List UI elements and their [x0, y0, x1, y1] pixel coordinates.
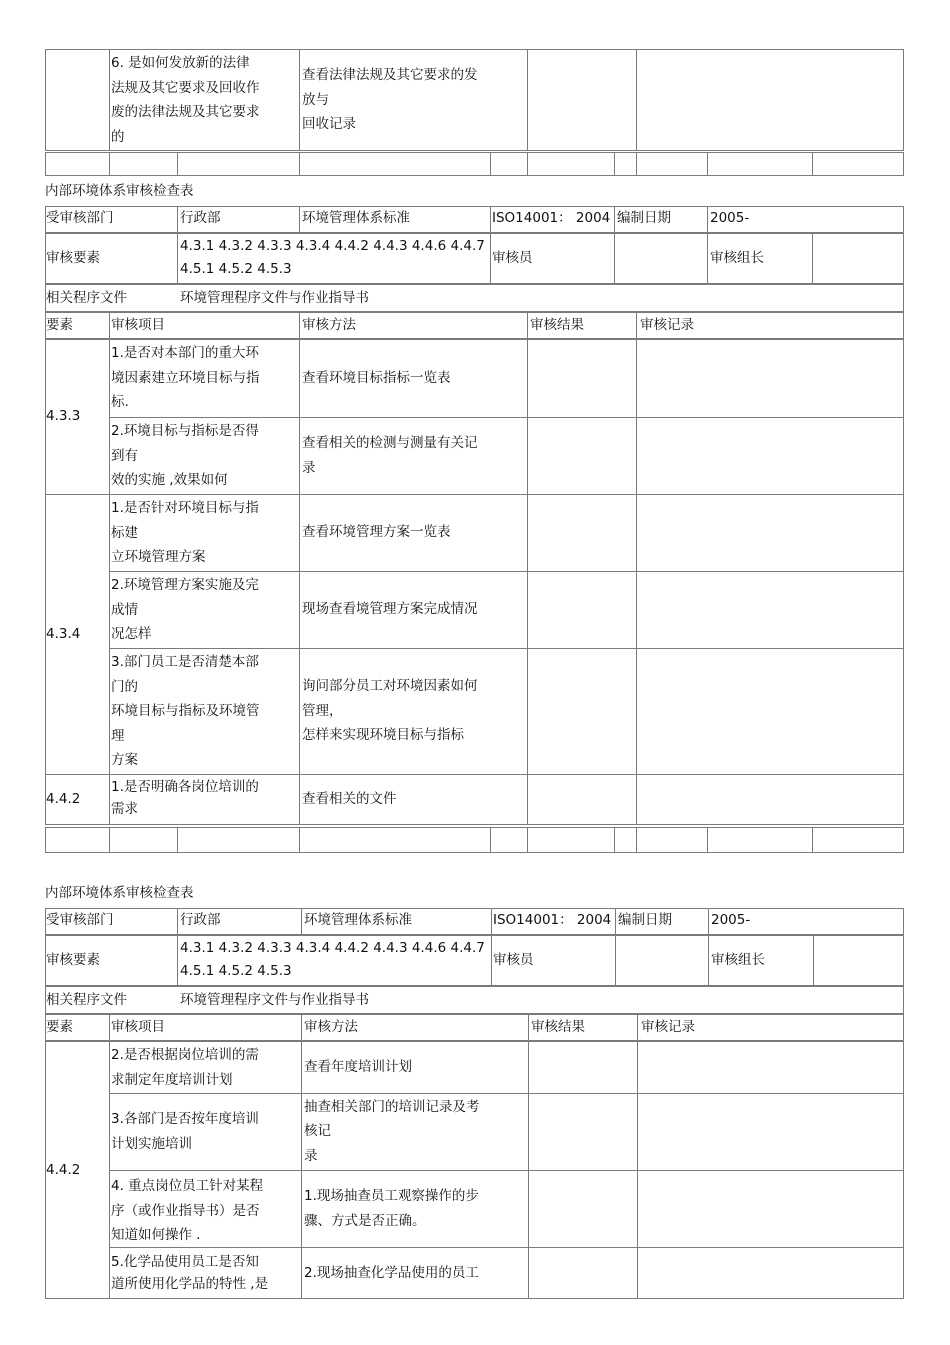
- elements-value: 4.3.1 4.3.2 4.3.3 4.3.4 4.4.2 4.4.3 4.4.6 4.4.7 4.5.1 4.5.2 4.5.3: [180, 238, 485, 277]
- audit-method: 查看相关的文件: [302, 791, 397, 808]
- section-caption: 内部环境体系审核检查表: [45, 885, 194, 901]
- top-fragment-item: 6. 是如何发放新的法律 法规及其它要求及回收作 废的法律法规及其它要求 的: [111, 55, 260, 145]
- dept-label: 受审核部门: [46, 210, 114, 226]
- audit-item: 4. 重点岗位员工针对某程 序（或作业指导书）是否 知道如何操作 .: [111, 1178, 264, 1243]
- date-label: 编制日期: [617, 210, 671, 226]
- dept-value: 行政部: [180, 210, 221, 226]
- audit-item: 2.是否根据岗位培训的需 求制定年度培训计划: [111, 1047, 259, 1088]
- col-method: 审核方法: [304, 1019, 358, 1035]
- audit-method: 查看环境目标指标一览表: [302, 369, 451, 386]
- audit-method: 1.现场抽查员工观察操作的步 骤、方式是否正确。: [304, 1188, 479, 1229]
- audit-item: 2.环境管理方案实施及完 成情 况怎样: [111, 577, 259, 642]
- std-label: 环境管理体系标准: [304, 912, 412, 928]
- header-row-dept: [45, 908, 904, 935]
- column-header-row: [45, 312, 904, 339]
- auditor-label: 审核员: [492, 250, 533, 266]
- spacer-row: [45, 827, 904, 853]
- element-cell: 4.3.3: [46, 408, 81, 425]
- col-item: 审核项目: [111, 1019, 165, 1035]
- elements-label: 审核要素: [46, 952, 100, 968]
- col-element: 要素: [46, 317, 73, 333]
- col-element: 要素: [46, 1019, 73, 1035]
- std-value: ISO14001： 2004: [493, 912, 612, 928]
- col-result: 审核结果: [531, 1019, 585, 1035]
- column-header-row: [45, 1014, 904, 1041]
- section-caption: 内部环境体系审核检查表: [45, 183, 194, 199]
- std-label: 环境管理体系标准: [302, 210, 410, 226]
- col-record: 审核记录: [640, 317, 694, 333]
- element-cell: 4.4.2: [46, 1161, 81, 1178]
- leader-label: 审核组长: [711, 952, 765, 968]
- audit-method: 查看环境管理方案一览表: [302, 524, 451, 541]
- header-row-dept: [45, 206, 904, 233]
- date-value: 2005-: [710, 210, 750, 226]
- elements-label: 审核要素: [46, 250, 100, 266]
- audit-method: 询问部分员工对环境因素如何 管理， 怎样来实现环境目标与指标: [302, 678, 478, 744]
- col-item: 审核项目: [111, 317, 165, 333]
- header-row-docs: [45, 284, 904, 312]
- spacer-row: [45, 152, 904, 176]
- audit-item: 5.化学品使用员工是否知 道所使用化学品的特性 ,是: [111, 1254, 269, 1292]
- header-row-docs: [45, 986, 904, 1014]
- dept-label: 受审核部门: [46, 912, 114, 928]
- docs-label: 相关程序文件: [46, 992, 127, 1008]
- audit-item: 3.各部门是否按年度培训 计划实施培训: [111, 1111, 259, 1152]
- col-result: 审核结果: [530, 317, 584, 333]
- element-cell: 4.4.2: [46, 791, 81, 808]
- dept-value: 行政部: [180, 912, 221, 928]
- audit-item: 2.环境目标与指标是否得 到有 效的实施 ,效果如何: [111, 423, 259, 488]
- date-value: 2005-: [711, 912, 751, 928]
- audit-item: 3.部门员工是否清楚本部 门的 环境目标与指标及环境管 理 方案: [111, 654, 260, 768]
- col-method: 审核方法: [302, 317, 356, 333]
- audit-method: 查看年度培训计划: [304, 1058, 412, 1075]
- audit-method: 查看相关的检测与测量有关记 录: [302, 435, 478, 476]
- audit-method: 抽查相关部门的培训记录及考 核记 录: [304, 1098, 480, 1164]
- audit-item: 1.是否对本部门的重大环 境因素建立环境目标与指 标.: [111, 345, 260, 410]
- date-label: 编制日期: [618, 912, 672, 928]
- docs-value: 环境管理程序文件与作业指导书: [180, 290, 369, 306]
- leader-label: 审核组长: [710, 250, 764, 266]
- docs-label: 相关程序文件: [46, 290, 127, 306]
- audit-method: 2.现场抽查化学品使用的员工: [304, 1264, 479, 1281]
- audit-method: 现场查看境管理方案完成情况: [302, 601, 478, 618]
- elements-value: 4.3.1 4.3.2 4.3.3 4.3.4 4.4.2 4.4.3 4.4.6 4.4.7 4.5.1 4.5.2 4.5.3: [180, 940, 485, 979]
- auditor-label: 审核员: [493, 952, 534, 968]
- audit-item: 1.是否针对环境目标与指 标建 立环境管理方案: [111, 500, 259, 565]
- audit-item: 1.是否明确各岗位培训的 需求: [111, 779, 259, 817]
- std-value: ISO14001： 2004: [492, 210, 611, 226]
- top-fragment-method: 查看法律法规及其它要求的发 放与 回收记录: [302, 67, 478, 133]
- element-cell: 4.3.4: [46, 625, 81, 642]
- col-record: 审核记录: [641, 1019, 695, 1035]
- docs-value: 环境管理程序文件与作业指导书: [180, 992, 369, 1008]
